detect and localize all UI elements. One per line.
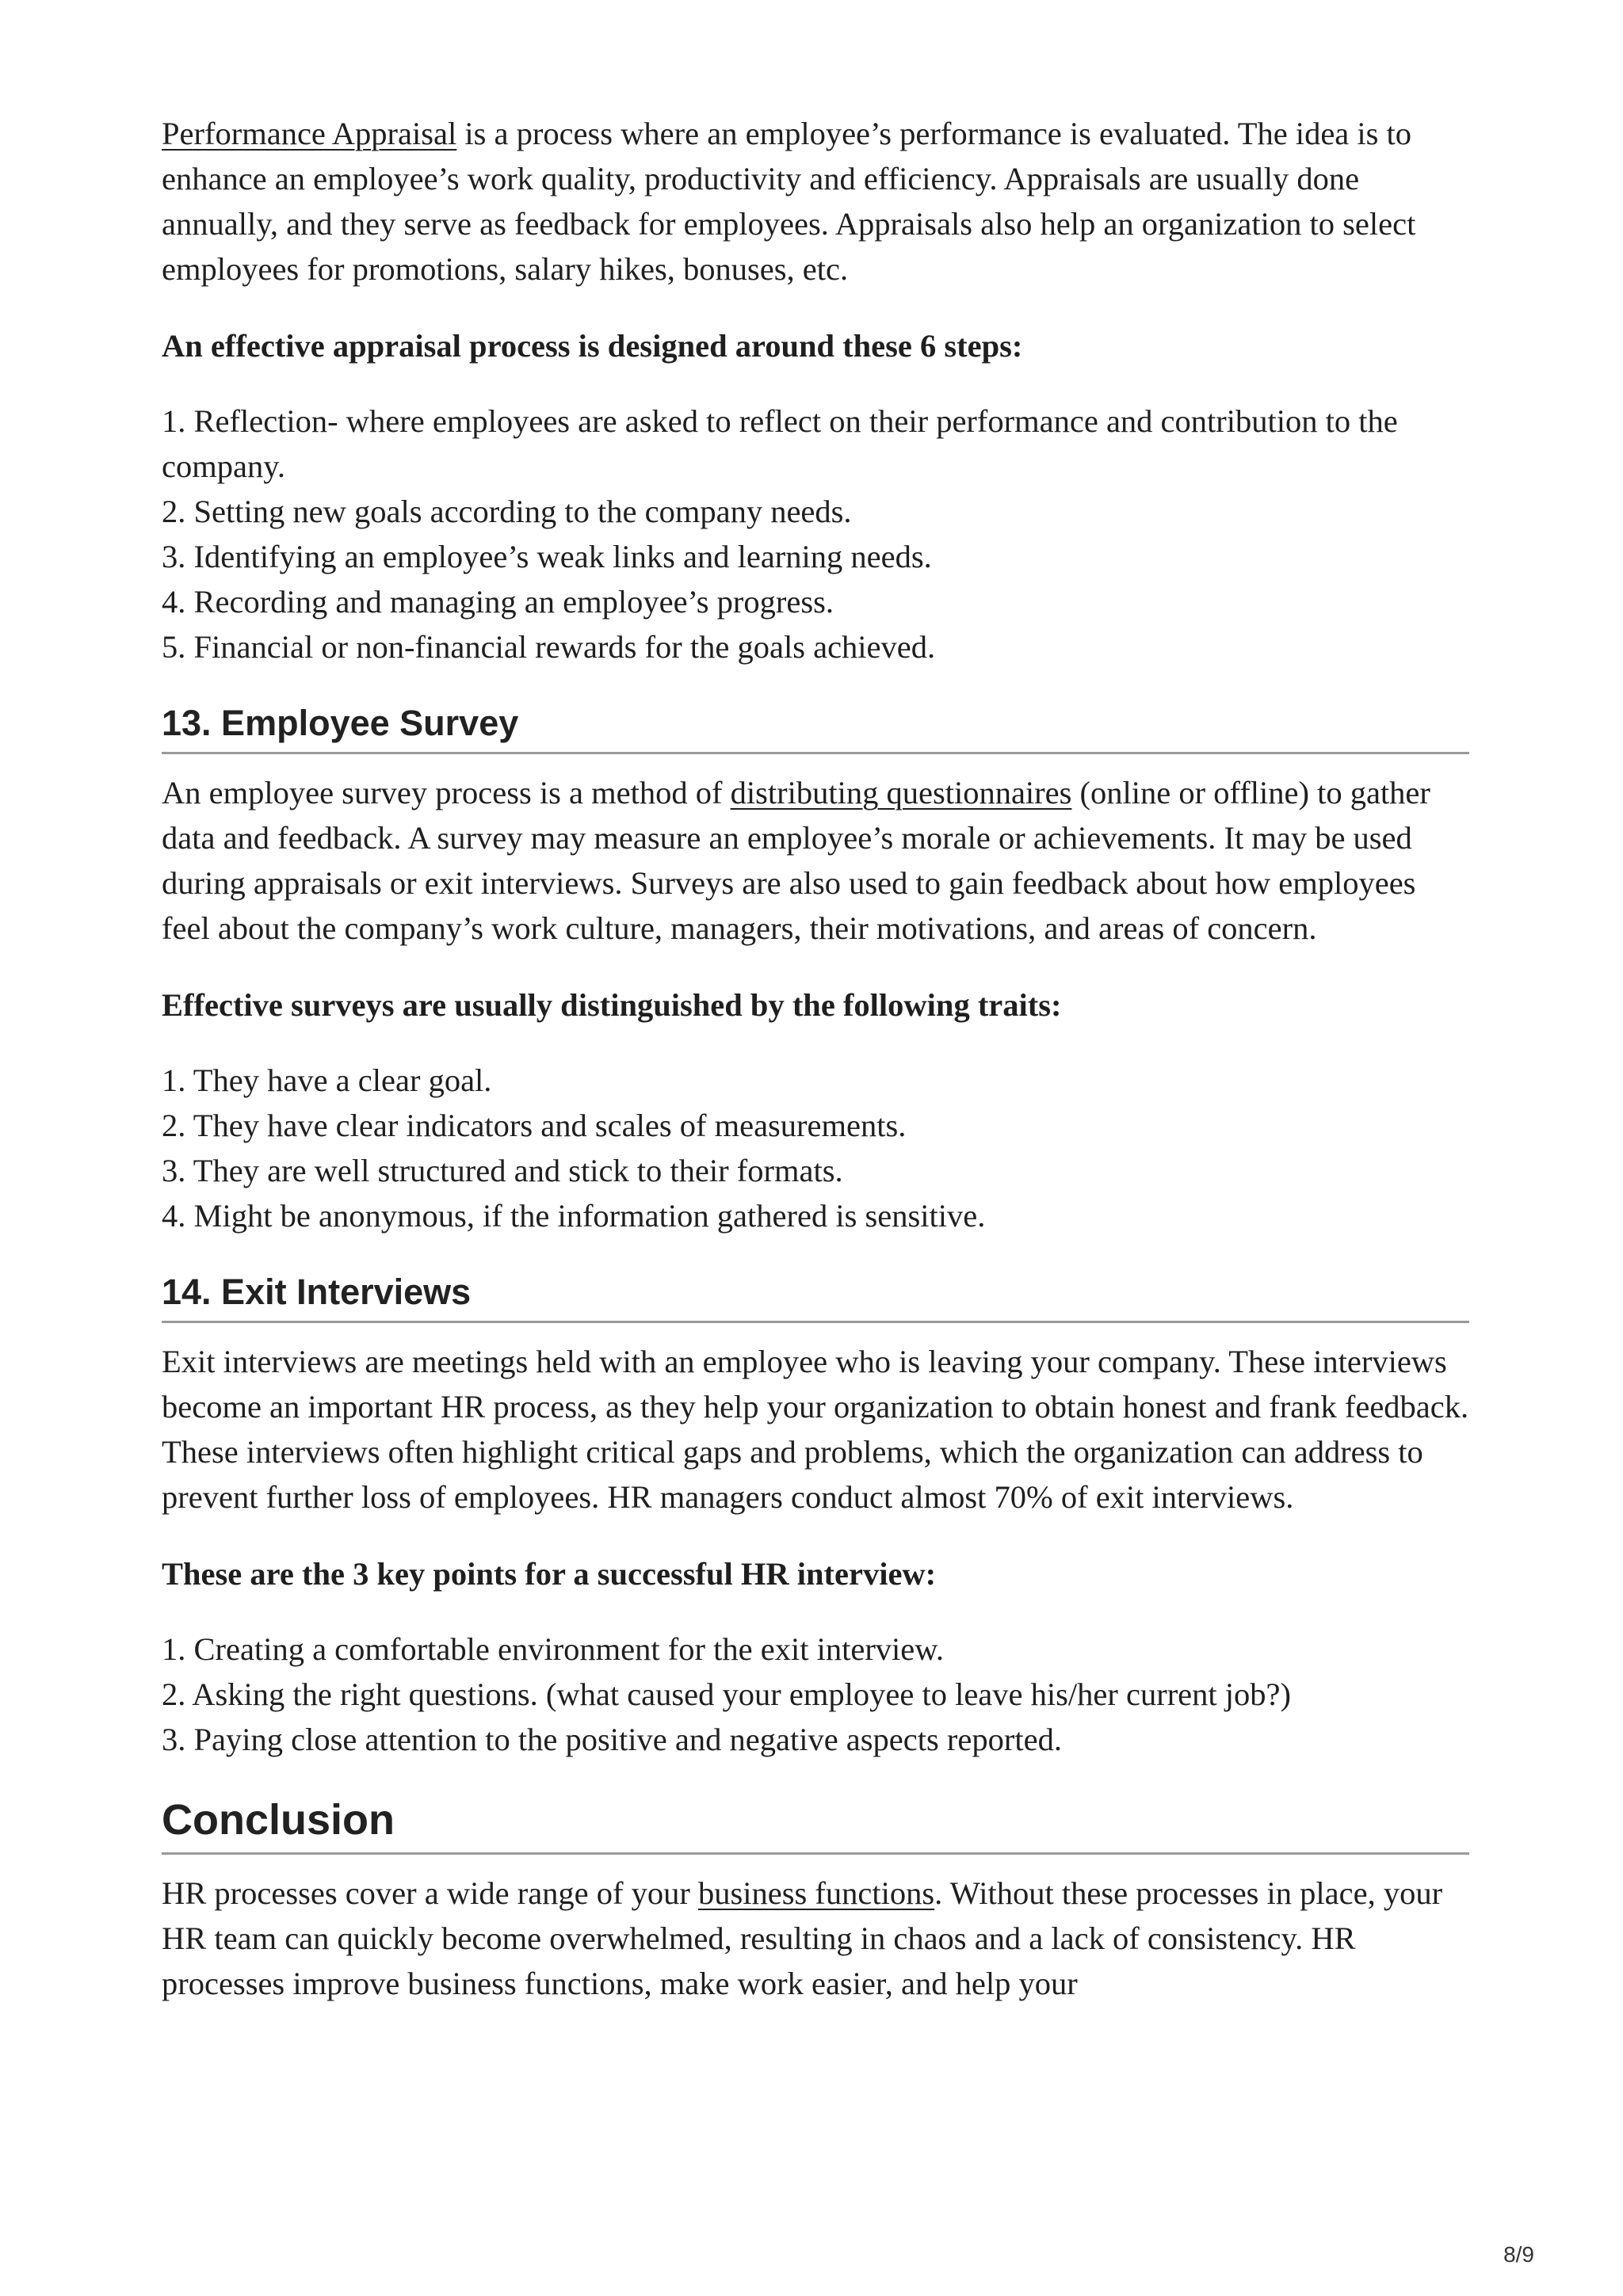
exit-paragraph: Exit interviews are meetings held with an employee who is leaving your company. These interviews become an important HR process, as they help your organization to obtain honest and frank feedback. These interviews often highlight critical gaps and problems, which the organization can address to prevent further loss of employees. HR managers conduct almost 70% of exit interviews.: [162, 1344, 1469, 1515]
survey-traits-list: [162, 1058, 1469, 1238]
conclusion-heading: Conclusion: [162, 1794, 1469, 1855]
conclusion-paragraph: [162, 1871, 1469, 2006]
list-item: 2. They have clear indicators and scales of measurements.: [162, 1108, 907, 1143]
distributing-questionnaires-link[interactable]: distributing questionnaires: [730, 775, 1072, 810]
survey-text-after: (online or offline) to gather data and feedback. A survey may measure an employee’s morale or achievements. It may be used during appraisals or exit interviews. Surveys are also used to gain feedback about how employees feel about the company’s work culture, managers, their motivations, and areas of concern.: [162, 775, 1430, 946]
intro-paragraph: [162, 111, 1469, 292]
list-item: 3. They are well structured and stick to their formats.: [162, 1153, 843, 1188]
appraisal-steps-list: [162, 399, 1469, 669]
performance-appraisal-link[interactable]: Performance Appraisal: [162, 116, 457, 151]
list-item: 1. They have a clear goal.: [162, 1062, 492, 1098]
exit-interviews-heading: 14. Exit Interviews: [162, 1270, 1469, 1323]
list-item: 5. Financial or non-financial rewards for the goals achieved.: [162, 629, 936, 665]
list-item: 4. Recording and managing an employee’s progress.: [162, 584, 834, 620]
list-item: 2. Asking the right questions. (what caused your employee to leave his/her current job?): [162, 1676, 1291, 1712]
conclusion-text-after: . Without these processes in place, your HR team can quickly become overwhelmed, resulting in chaos and a lack of consistency. HR processes improve business functions, make work easier, and help your: [162, 1875, 1443, 2001]
exit-points-list: [162, 1627, 1469, 1762]
business-functions-link[interactable]: business functions: [698, 1875, 935, 1911]
appraisal-steps-lead: An effective appraisal process is designed around these 6 steps:: [162, 328, 1023, 364]
list-item: 2. Setting new goals according to the company needs.: [162, 494, 852, 529]
list-item: 3. Identifying an employee’s weak links and learning needs.: [162, 539, 932, 574]
exit-points-lead: These are the 3 key points for a successful HR interview:: [162, 1556, 937, 1592]
document-page: [162, 111, 1469, 2006]
conclusion-text-before: HR processes cover a wide range of your: [162, 1875, 699, 1911]
intro-text: is a process where an employee’s performance is evaluated. The idea is to enhance an employee’s work quality, productivity and efficiency. Appraisals are usually done annually, and they serve as feedback for employees. Appraisals also help an organization to select employees for promotions, salary hikes, bonuses, etc.: [162, 116, 1416, 287]
survey-traits-lead: Effective surveys are usually distinguished by the following traits:: [162, 987, 1062, 1023]
survey-text-before: An employee survey process is a method of: [162, 775, 731, 810]
list-item: 1. Creating a comfortable environment for the exit interview.: [162, 1631, 945, 1667]
survey-paragraph: [162, 770, 1469, 951]
list-item: 1. Reflection- where employees are asked to reflect on their performance and contribution to the company.: [162, 403, 1398, 484]
page-number: 8/9: [1503, 2242, 1534, 2267]
list-item: 4. Might be anonymous, if the information gathered is sensitive.: [162, 1198, 986, 1234]
list-item: 3. Paying close attention to the positive and negative aspects reported.: [162, 1722, 1062, 1757]
employee-survey-heading: 13. Employee Survey: [162, 701, 1469, 754]
